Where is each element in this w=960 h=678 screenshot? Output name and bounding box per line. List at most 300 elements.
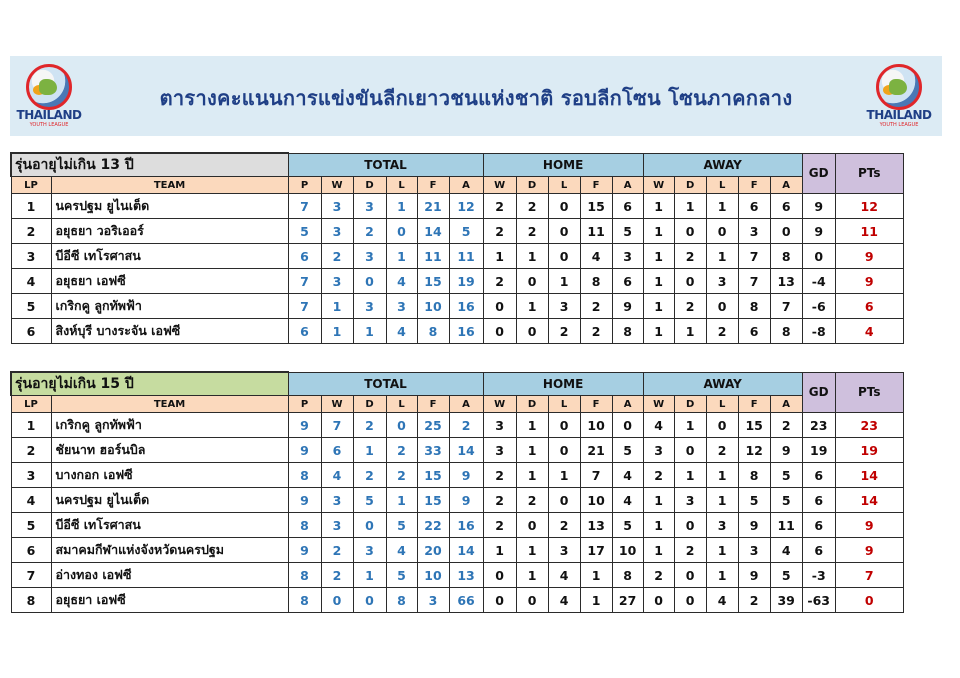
home-stat-cell: 6 <box>612 269 643 294</box>
away-stat-cell: 0 <box>674 513 706 538</box>
total-col-header: W <box>321 177 353 194</box>
home-col-header: W <box>483 177 516 194</box>
total-stat-cell: 2 <box>386 438 417 463</box>
goal-difference-cell: -4 <box>802 269 835 294</box>
total-stat-cell: 15 <box>417 269 449 294</box>
total-stat-cell: 1 <box>386 194 417 219</box>
total-stat-cell: 4 <box>321 463 353 488</box>
total-stat-cell: 9 <box>288 538 321 563</box>
home-stat-cell: 2 <box>516 219 548 244</box>
points-cell: 23 <box>835 413 903 438</box>
goal-difference-cell: -63 <box>802 588 835 613</box>
total-stat-cell: 6 <box>288 244 321 269</box>
points-cell: 9 <box>835 269 903 294</box>
total-stat-cell: 3 <box>417 588 449 613</box>
home-stat-cell: 1 <box>580 563 612 588</box>
table-row <box>11 294 960 319</box>
total-stat-cell: 4 <box>386 269 417 294</box>
home-stat-cell: 1 <box>483 538 516 563</box>
total-stat-cell: 14 <box>449 538 483 563</box>
away-group-header: AWAY <box>643 153 802 177</box>
away-stat-cell: 5 <box>738 488 770 513</box>
points-cell: 9 <box>835 244 903 269</box>
away-stat-cell: 9 <box>738 563 770 588</box>
home-stat-cell: 0 <box>516 269 548 294</box>
home-stat-cell: 6 <box>612 194 643 219</box>
home-col-header: A <box>612 396 643 413</box>
total-stat-cell: 9 <box>288 413 321 438</box>
away-stat-cell: 1 <box>706 538 738 563</box>
total-col-header: P <box>288 177 321 194</box>
away-stat-cell: 5 <box>770 563 802 588</box>
home-col-header: A <box>612 177 643 194</box>
away-stat-cell: 7 <box>770 294 802 319</box>
logo-subtext: YOUTH LEAGUE <box>879 122 919 128</box>
away-col-header: A <box>770 396 802 413</box>
home-stat-cell: 0 <box>548 194 580 219</box>
away-stat-cell: 3 <box>706 513 738 538</box>
away-stat-cell: 8 <box>770 319 802 344</box>
total-stat-cell: 8 <box>288 513 321 538</box>
away-stat-cell: 1 <box>706 244 738 269</box>
away-stat-cell: 2 <box>738 588 770 613</box>
total-stat-cell: 25 <box>417 413 449 438</box>
home-stat-cell: 4 <box>612 463 643 488</box>
total-stat-cell: 5 <box>386 563 417 588</box>
home-stat-cell: 4 <box>548 563 580 588</box>
total-stat-cell: 16 <box>449 513 483 538</box>
away-stat-cell: 1 <box>674 463 706 488</box>
total-stat-cell: 0 <box>353 269 386 294</box>
away-group-header: AWAY <box>643 372 802 396</box>
points-cell: 9 <box>835 538 903 563</box>
home-stat-cell: 3 <box>548 294 580 319</box>
home-stat-cell: 1 <box>580 588 612 613</box>
away-stat-cell: 6 <box>738 194 770 219</box>
away-stat-cell: 1 <box>643 269 674 294</box>
home-stat-cell: 4 <box>612 488 643 513</box>
total-stat-cell: 3 <box>353 294 386 319</box>
total-col-header: A <box>449 396 483 413</box>
total-stat-cell: 2 <box>449 413 483 438</box>
home-stat-cell: 3 <box>483 438 516 463</box>
total-stat-cell: 0 <box>321 588 353 613</box>
home-stat-cell: 1 <box>516 463 548 488</box>
gd-header: GD <box>802 153 835 194</box>
total-stat-cell: 2 <box>353 463 386 488</box>
goal-difference-cell: -8 <box>802 319 835 344</box>
total-stat-cell: 14 <box>417 219 449 244</box>
home-col-header: L <box>548 396 580 413</box>
category-label: รุ่นอายุไม่เกิน 15 ปี <box>11 372 288 396</box>
total-stat-cell: 14 <box>449 438 483 463</box>
home-stat-cell: 3 <box>483 413 516 438</box>
team-name-cell: เกริกคู ลูกทัพฟ้า <box>51 413 288 438</box>
total-stat-cell: 1 <box>353 563 386 588</box>
page-title: ตารางคะแนนการแข่งขันลีกเยาวชนแห่งชาติ รอบลีกโซน โซนภาคกลาง <box>159 86 793 110</box>
gd-header: GD <box>802 372 835 413</box>
away-stat-cell: 2 <box>674 294 706 319</box>
away-stat-cell: 0 <box>674 438 706 463</box>
goal-difference-cell: 6 <box>802 513 835 538</box>
position-cell: 5 <box>11 294 51 319</box>
away-stat-cell: 0 <box>706 294 738 319</box>
total-stat-cell: 0 <box>386 219 417 244</box>
table-row <box>11 413 960 438</box>
total-col-header: D <box>353 177 386 194</box>
home-stat-cell: 2 <box>483 219 516 244</box>
away-stat-cell: 0 <box>706 413 738 438</box>
home-stat-cell: 1 <box>548 463 580 488</box>
total-stat-cell: 2 <box>386 463 417 488</box>
away-stat-cell: 2 <box>643 463 674 488</box>
home-stat-cell: 10 <box>612 538 643 563</box>
away-stat-cell: 9 <box>770 438 802 463</box>
table-row <box>11 319 960 344</box>
points-cell: 14 <box>835 463 903 488</box>
away-stat-cell: 8 <box>738 294 770 319</box>
team-name-cell: อยุธยา เอฟซี <box>51 269 288 294</box>
total-stat-cell: 66 <box>449 588 483 613</box>
table-row <box>11 438 960 463</box>
away-stat-cell: 6 <box>770 194 802 219</box>
team-header: TEAM <box>51 396 288 413</box>
away-stat-cell: 3 <box>738 219 770 244</box>
home-stat-cell: 0 <box>548 488 580 513</box>
away-stat-cell: 13 <box>770 269 802 294</box>
position-cell: 2 <box>11 438 51 463</box>
total-group-header: TOTAL <box>288 153 483 177</box>
away-stat-cell: 15 <box>738 413 770 438</box>
table-row <box>11 588 960 613</box>
total-stat-cell: 33 <box>417 438 449 463</box>
home-stat-cell: 2 <box>580 319 612 344</box>
table-row <box>11 538 960 563</box>
home-stat-cell: 13 <box>580 513 612 538</box>
away-stat-cell: 2 <box>643 563 674 588</box>
total-stat-cell: 2 <box>321 538 353 563</box>
home-stat-cell: 5 <box>612 438 643 463</box>
away-stat-cell: 1 <box>706 463 738 488</box>
away-col-header: A <box>770 177 802 194</box>
position-cell: 6 <box>11 319 51 344</box>
away-stat-cell: 1 <box>706 488 738 513</box>
total-stat-cell: 20 <box>417 538 449 563</box>
total-stat-cell: 2 <box>353 219 386 244</box>
total-stat-cell: 9 <box>288 438 321 463</box>
position-cell: 3 <box>11 463 51 488</box>
total-stat-cell: 4 <box>386 319 417 344</box>
away-stat-cell: 0 <box>674 219 706 244</box>
total-stat-cell: 3 <box>321 219 353 244</box>
home-stat-cell: 2 <box>580 294 612 319</box>
total-stat-cell: 9 <box>449 488 483 513</box>
logo-subtext: YOUTH LEAGUE <box>29 122 69 128</box>
home-stat-cell: 0 <box>483 563 516 588</box>
total-stat-cell: 1 <box>386 488 417 513</box>
total-stat-cell: 8 <box>288 563 321 588</box>
points-cell: 4 <box>835 319 903 344</box>
points-cell: 6 <box>835 294 903 319</box>
away-stat-cell: 1 <box>643 244 674 269</box>
team-name-cell: อยุธยา วอริเออร์ <box>51 219 288 244</box>
total-stat-cell: 12 <box>449 194 483 219</box>
goal-difference-cell: 6 <box>802 488 835 513</box>
away-stat-cell: 1 <box>643 513 674 538</box>
table-row <box>11 488 960 513</box>
total-stat-cell: 6 <box>321 438 353 463</box>
home-stat-cell: 0 <box>516 513 548 538</box>
away-stat-cell: 8 <box>770 244 802 269</box>
points-cell: 11 <box>835 219 903 244</box>
total-stat-cell: 2 <box>321 563 353 588</box>
total-stat-cell: 8 <box>417 319 449 344</box>
total-stat-cell: 6 <box>288 319 321 344</box>
away-stat-cell: 1 <box>674 194 706 219</box>
home-stat-cell: 2 <box>483 269 516 294</box>
away-stat-cell: 7 <box>738 269 770 294</box>
total-stat-cell: 3 <box>321 269 353 294</box>
table-row <box>11 463 960 488</box>
home-stat-cell: 4 <box>580 244 612 269</box>
home-stat-cell: 7 <box>580 463 612 488</box>
total-stat-cell: 7 <box>288 294 321 319</box>
total-stat-cell: 1 <box>321 294 353 319</box>
table-row <box>11 244 960 269</box>
away-stat-cell: 0 <box>643 588 674 613</box>
total-stat-cell: 15 <box>417 463 449 488</box>
total-stat-cell: 3 <box>353 244 386 269</box>
total-stat-cell: 7 <box>288 269 321 294</box>
away-stat-cell: 3 <box>674 488 706 513</box>
home-stat-cell: 10 <box>580 488 612 513</box>
home-stat-cell: 0 <box>516 319 548 344</box>
total-stat-cell: 1 <box>321 319 353 344</box>
group-header-row <box>11 372 960 396</box>
total-stat-cell: 2 <box>321 244 353 269</box>
total-stat-cell: 3 <box>321 194 353 219</box>
team-name-cell: บีอีซี เทโรศาสน <box>51 513 288 538</box>
total-stat-cell: 3 <box>353 538 386 563</box>
title-banner <box>10 56 942 136</box>
team-name-cell: สมาคมกีฬาแห่งจังหวัดนครปฐม <box>51 538 288 563</box>
total-stat-cell: 0 <box>386 413 417 438</box>
away-col-header: L <box>706 396 738 413</box>
away-stat-cell: 11 <box>770 513 802 538</box>
goal-difference-cell: 6 <box>802 463 835 488</box>
goal-difference-cell: -6 <box>802 294 835 319</box>
home-stat-cell: 0 <box>483 319 516 344</box>
total-stat-cell: 1 <box>386 244 417 269</box>
away-col-header: D <box>674 177 706 194</box>
away-stat-cell: 1 <box>643 294 674 319</box>
home-stat-cell: 3 <box>548 538 580 563</box>
total-col-header: D <box>353 396 386 413</box>
lp-header: LP <box>11 396 51 413</box>
position-cell: 5 <box>11 513 51 538</box>
home-group-header: HOME <box>483 372 643 396</box>
position-cell: 3 <box>11 244 51 269</box>
total-stat-cell: 16 <box>449 319 483 344</box>
total-stat-cell: 1 <box>353 319 386 344</box>
total-stat-cell: 7 <box>288 194 321 219</box>
total-stat-cell: 8 <box>386 588 417 613</box>
away-stat-cell: 1 <box>706 194 738 219</box>
table-row <box>11 219 960 244</box>
total-stat-cell: 7 <box>321 413 353 438</box>
total-stat-cell: 5 <box>288 219 321 244</box>
total-col-header: L <box>386 177 417 194</box>
away-stat-cell: 3 <box>643 438 674 463</box>
home-stat-cell: 8 <box>580 269 612 294</box>
points-cell: 9 <box>835 513 903 538</box>
total-stat-cell: 4 <box>386 538 417 563</box>
team-name-cell: อยุธยา เอฟซี <box>51 588 288 613</box>
total-stat-cell: 19 <box>449 269 483 294</box>
table-row <box>11 269 960 294</box>
position-cell: 1 <box>11 413 51 438</box>
away-stat-cell: 1 <box>643 319 674 344</box>
home-stat-cell: 0 <box>612 413 643 438</box>
away-stat-cell: 2 <box>674 244 706 269</box>
away-stat-cell: 4 <box>643 413 674 438</box>
total-group-header: TOTAL <box>288 372 483 396</box>
total-stat-cell: 5 <box>386 513 417 538</box>
home-stat-cell: 2 <box>483 488 516 513</box>
home-stat-cell: 1 <box>483 244 516 269</box>
total-stat-cell: 15 <box>417 488 449 513</box>
category-label: รุ่นอายุไม่เกิน 13 ปี <box>11 153 288 177</box>
home-col-header: D <box>516 177 548 194</box>
home-stat-cell: 1 <box>516 244 548 269</box>
total-col-header: F <box>417 177 449 194</box>
total-stat-cell: 3 <box>321 513 353 538</box>
home-stat-cell: 0 <box>548 438 580 463</box>
team-name-cell: อ่างทอง เอฟซี <box>51 563 288 588</box>
position-cell: 4 <box>11 269 51 294</box>
team-name-cell: นครปฐม ยูไนเต็ด <box>51 488 288 513</box>
away-stat-cell: 8 <box>738 463 770 488</box>
home-stat-cell: 27 <box>612 588 643 613</box>
away-stat-cell: 1 <box>674 413 706 438</box>
away-stat-cell: 39 <box>770 588 802 613</box>
logo-wordmark: THAILAND <box>866 108 932 122</box>
home-stat-cell: 5 <box>612 513 643 538</box>
home-stat-cell: 0 <box>548 413 580 438</box>
points-cell: 14 <box>835 488 903 513</box>
total-stat-cell: 3 <box>386 294 417 319</box>
position-cell: 2 <box>11 219 51 244</box>
total-stat-cell: 5 <box>353 488 386 513</box>
away-stat-cell: 2 <box>706 319 738 344</box>
away-stat-cell: 1 <box>706 563 738 588</box>
away-stat-cell: 4 <box>770 538 802 563</box>
points-cell: 12 <box>835 194 903 219</box>
home-stat-cell: 1 <box>516 538 548 563</box>
total-col-header: P <box>288 396 321 413</box>
home-stat-cell: 1 <box>516 563 548 588</box>
away-stat-cell: 5 <box>770 463 802 488</box>
position-cell: 8 <box>11 588 51 613</box>
goal-difference-cell: 9 <box>802 194 835 219</box>
total-stat-cell: 0 <box>353 588 386 613</box>
team-name-cell: สิงห์บุรี บางระจัน เอฟซี <box>51 319 288 344</box>
team-name-cell: บีอีซี เทโรศาสน <box>51 244 288 269</box>
total-stat-cell: 21 <box>417 194 449 219</box>
position-cell: 1 <box>11 194 51 219</box>
home-stat-cell: 2 <box>548 319 580 344</box>
team-header: TEAM <box>51 177 288 194</box>
pts-header: PTs <box>835 153 903 194</box>
team-name-cell: นครปฐม ยูไนเต็ด <box>51 194 288 219</box>
total-stat-cell: 2 <box>353 413 386 438</box>
standings-table-u13 <box>10 152 960 344</box>
home-stat-cell: 2 <box>483 194 516 219</box>
away-stat-cell: 5 <box>770 488 802 513</box>
total-stat-cell: 9 <box>449 463 483 488</box>
total-stat-cell: 0 <box>353 513 386 538</box>
away-stat-cell: 2 <box>706 438 738 463</box>
pts-header: PTs <box>835 372 903 413</box>
group-header-row <box>11 153 960 177</box>
home-stat-cell: 11 <box>580 219 612 244</box>
home-stat-cell: 2 <box>483 463 516 488</box>
away-stat-cell: 1 <box>674 319 706 344</box>
away-stat-cell: 7 <box>738 244 770 269</box>
home-stat-cell: 2 <box>483 513 516 538</box>
home-stat-cell: 1 <box>516 413 548 438</box>
away-col-header: W <box>643 396 674 413</box>
total-col-header: F <box>417 396 449 413</box>
goal-difference-cell: 9 <box>802 219 835 244</box>
home-stat-cell: 2 <box>516 488 548 513</box>
home-stat-cell: 2 <box>516 194 548 219</box>
away-stat-cell: 6 <box>738 319 770 344</box>
total-stat-cell: 11 <box>417 244 449 269</box>
points-cell: 7 <box>835 563 903 588</box>
away-stat-cell: 2 <box>674 538 706 563</box>
goal-difference-cell: 19 <box>802 438 835 463</box>
team-name-cell: เกริกคู ลูกทัพฟ้า <box>51 294 288 319</box>
away-stat-cell: 3 <box>738 538 770 563</box>
points-cell: 0 <box>835 588 903 613</box>
total-stat-cell: 16 <box>449 294 483 319</box>
table-row <box>11 194 960 219</box>
home-col-header: F <box>580 396 612 413</box>
home-stat-cell: 21 <box>580 438 612 463</box>
home-col-header: W <box>483 396 516 413</box>
away-col-header: F <box>738 396 770 413</box>
position-cell: 7 <box>11 563 51 588</box>
away-col-header: F <box>738 177 770 194</box>
standings-table-u15 <box>10 371 960 613</box>
total-stat-cell: 3 <box>321 488 353 513</box>
away-col-header: D <box>674 396 706 413</box>
away-stat-cell: 3 <box>706 269 738 294</box>
away-stat-cell: 4 <box>706 588 738 613</box>
home-stat-cell: 4 <box>548 588 580 613</box>
home-stat-cell: 1 <box>516 294 548 319</box>
total-col-header: A <box>449 177 483 194</box>
away-stat-cell: 0 <box>706 219 738 244</box>
team-name-cell: ชัยนาท ฮอร์นบิล <box>51 438 288 463</box>
home-stat-cell: 9 <box>612 294 643 319</box>
home-col-header: D <box>516 396 548 413</box>
total-col-header: W <box>321 396 353 413</box>
away-col-header: W <box>643 177 674 194</box>
home-col-header: F <box>580 177 612 194</box>
home-stat-cell: 0 <box>516 588 548 613</box>
